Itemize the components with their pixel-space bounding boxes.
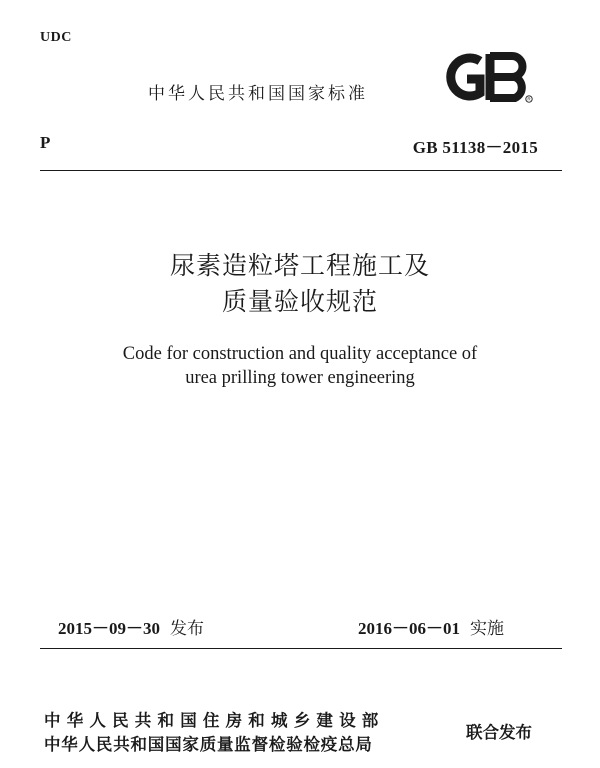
- top-divider: [40, 170, 562, 171]
- gb-logo: [440, 48, 536, 106]
- issue-date: 2015－09－30: [58, 619, 160, 638]
- issuer-ministry-housing: 中华人民共和国住房和城乡建设部: [44, 711, 385, 730]
- effective-date: 2016－06－01: [358, 619, 460, 638]
- chinese-title-line-2: 质量验收规范: [221, 287, 378, 316]
- issuer-aqsiq: 中华人民共和国国家质量监督检验检疫总局: [44, 735, 373, 754]
- svg-text:R: R: [527, 96, 531, 102]
- issue-label: 发布: [170, 619, 204, 639]
- english-title-line-1: Code for construction and quality acceptance of: [122, 344, 478, 364]
- effective-date-row: [358, 614, 504, 639]
- category-code: P: [40, 133, 51, 152]
- national-standard-title: 中华人民共和国国家标准: [148, 84, 368, 104]
- effective-label: 实施: [470, 619, 504, 639]
- bottom-divider: [40, 648, 562, 649]
- udc-label: UDC: [40, 30, 72, 45]
- standard-number: GB 51138－2015: [412, 138, 538, 157]
- issue-date-row: [58, 614, 204, 639]
- joint-issue-label: 联合发布: [466, 723, 532, 742]
- english-title-line-2: urea prilling tower engineering: [185, 368, 415, 388]
- chinese-title-line-1: 尿素造粒塔工程施工及: [169, 251, 430, 280]
